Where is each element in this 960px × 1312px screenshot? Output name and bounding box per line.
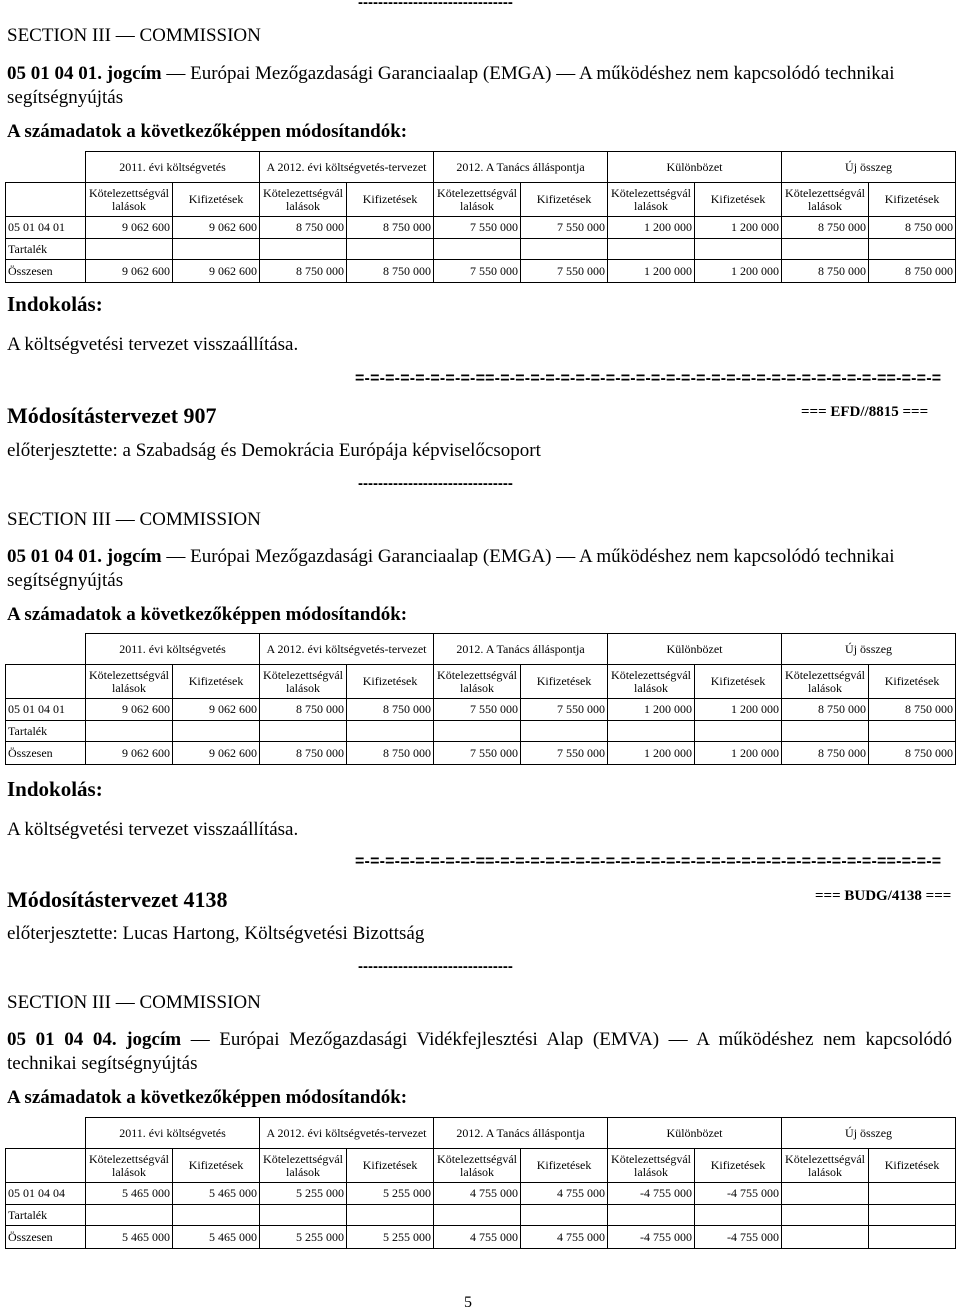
amount-cell [260,1205,347,1226]
amount-cell [869,721,956,742]
table-corner-cell [6,634,86,665]
column-group-header: Új összeg [782,152,956,183]
amount-cell: 9 062 600 [86,260,173,283]
column-group-header: A 2012. évi költségvetés-tervezet [260,634,434,665]
amount-cell [869,1183,956,1205]
payments-header: Kifizetések [695,183,782,217]
amount-cell: 4 755 000 [434,1226,521,1249]
row-label: Tartalék [6,721,86,742]
commitments-header: Kötelezettségvállalások [260,665,347,699]
amount-cell: 7 550 000 [434,260,521,283]
amount-cell [347,1205,434,1226]
amount-cell: -4 755 000 [608,1183,695,1205]
amount-cell [86,239,173,260]
amount-cell: 5 255 000 [347,1183,434,1205]
table-row [6,699,956,721]
column-group-header: Különbözet [608,1118,782,1149]
amount-cell: 9 062 600 [173,217,260,239]
amount-cell: 8 750 000 [347,742,434,765]
budget-line-heading [7,545,952,593]
payments-header: Kifizetések [173,665,260,699]
table-row [6,1205,956,1226]
payments-header: Kifizetések [695,1149,782,1183]
amount-cell: 5 465 000 [173,1226,260,1249]
amount-cell: 5 255 000 [260,1226,347,1249]
amount-cell [782,1183,869,1205]
figures-amended-heading: A számadatok a következőképpen módosítandók: [7,604,408,625]
commitments-header: Kötelezettségvállalások [260,183,347,217]
commitments-header: Kötelezettségvállalások [608,665,695,699]
section-heading: SECTION III — COMMISSION [7,509,261,530]
amount-cell: 5 255 000 [347,1226,434,1249]
amount-cell [521,1205,608,1226]
amount-cell: 9 062 600 [173,699,260,721]
budget-line-code: 05 01 04 01. jogcím [7,546,162,567]
amount-cell [173,239,260,260]
amount-cell [869,1205,956,1226]
column-group-header: 2012. A Tanács álláspontja [434,152,608,183]
amount-cell [434,1205,521,1226]
decorative-separator: =-=-=-=-=-=-=-=-==-=-=-=-=-=-=-=-=-=-=-=-=-=-=-=-=-=-=-=-=-=-=-=-=-=-==-=-=-= [355,370,942,387]
amount-cell: 9 062 600 [173,742,260,765]
column-group-header: 2011. évi költségvetés [86,152,260,183]
figures-amended-heading: A számadatok a következőképpen módosítandók: [7,121,408,142]
amount-cell [347,721,434,742]
justification-text: A költségvetési tervezet visszaállítása. [7,819,299,840]
amount-cell: 7 550 000 [434,217,521,239]
budget-line-code: 05 01 04 01. jogcím [7,63,162,84]
table-row [6,721,956,742]
table-row [6,260,956,283]
amount-cell: 4 755 000 [434,1183,521,1205]
amount-cell [695,239,782,260]
amount-cell [173,721,260,742]
table-corner-cell [6,1118,86,1149]
amendment-title: Módosítástervezet 907 [7,403,217,428]
amount-cell: 7 550 000 [434,742,521,765]
row-label-header [6,183,86,217]
table-row [6,1183,956,1205]
section-heading: SECTION III — COMMISSION [7,25,261,46]
commitments-header: Kötelezettségvállalások [782,183,869,217]
budget-line-heading [7,62,952,110]
commitments-header: Kötelezettségvállalások [434,1149,521,1183]
amount-cell: 8 750 000 [347,217,434,239]
amount-cell: 1 200 000 [695,260,782,283]
commitments-header: Kötelezettségvállalások [782,1149,869,1183]
amount-cell: 8 750 000 [260,699,347,721]
amount-cell: 8 750 000 [782,217,869,239]
amount-cell: 9 062 600 [173,260,260,283]
amount-cell: 4 755 000 [521,1226,608,1249]
justification-text: A költségvetési tervezet visszaállítása. [7,334,299,355]
amount-cell: 8 750 000 [869,260,956,283]
row-label: 05 01 04 04 [6,1183,86,1205]
separator-line: ------------------------------- [358,475,513,492]
amendment-title: Módosítástervezet 4138 [7,887,228,912]
amount-cell: 8 750 000 [782,742,869,765]
amount-cell [347,239,434,260]
separator-line: ------------------------------- [358,0,513,11]
amount-cell: 1 200 000 [608,217,695,239]
amount-cell [521,721,608,742]
amount-cell [86,721,173,742]
submitted-by: előterjesztette: a Szabadság és Demokrácia Európája képviselőcsoport [7,440,541,461]
column-group-header: 2012. A Tanács álláspontja [434,1118,608,1149]
amount-cell [521,239,608,260]
commitments-header: Kötelezettségvállalások [608,1149,695,1183]
commitments-header: Kötelezettségvállalások [782,665,869,699]
payments-header: Kifizetések [173,183,260,217]
payments-header: Kifizetések [347,1149,434,1183]
column-group-header: 2011. évi költségvetés [86,634,260,665]
amount-cell [173,1205,260,1226]
payments-header: Kifizetések [521,1149,608,1183]
amount-cell: 8 750 000 [347,699,434,721]
amount-cell: 8 750 000 [260,742,347,765]
budget-table [5,633,956,765]
amount-cell [869,1226,956,1249]
payments-header: Kifizetések [173,1149,260,1183]
amount-cell [782,239,869,260]
payments-header: Kifizetések [869,665,956,699]
amount-cell: 9 062 600 [86,699,173,721]
amount-cell: 8 750 000 [347,260,434,283]
payments-header: Kifizetések [869,1149,956,1183]
amount-cell [260,721,347,742]
row-label: 05 01 04 01 [6,217,86,239]
amount-cell: 8 750 000 [869,742,956,765]
amount-cell [608,721,695,742]
amount-cell: 8 750 000 [869,699,956,721]
decorative-separator: =-=-=-=-=-=-=-=-==-=-=-=-=-=-=-=-=-=-=-=-=-=-=-=-=-=-=-=-=-=-=-=-=-=-==-=-=-= [355,853,942,870]
table-row [6,239,956,260]
row-label: Tartalék [6,1205,86,1226]
commitments-header: Kötelezettségvállalások [434,665,521,699]
column-group-header: 2011. évi költségvetés [86,1118,260,1149]
row-label: 05 01 04 01 [6,699,86,721]
separator-line: ------------------------------- [358,958,513,975]
amendment-reference: === BUDG/4138 === [815,888,952,904]
amount-cell [434,239,521,260]
budget-line-title: — Európai Mezőgazdasági Garanciaalap (EMGA) — A működéshez nem kapcsolódó technikai segítségnyújtás [7,546,895,591]
amount-cell: 9 062 600 [86,742,173,765]
amount-cell: 7 550 000 [521,699,608,721]
amount-cell: 1 200 000 [608,699,695,721]
amount-cell [86,1205,173,1226]
amount-cell: -4 755 000 [695,1183,782,1205]
column-group-header: Különbözet [608,634,782,665]
amount-cell: 1 200 000 [608,260,695,283]
amount-cell: 5 465 000 [86,1226,173,1249]
amount-cell [782,1226,869,1249]
column-group-header: Új összeg [782,634,956,665]
amount-cell: -4 755 000 [695,1226,782,1249]
commitments-header: Kötelezettségvállalások [86,1149,173,1183]
row-label: Összesen [6,1226,86,1249]
amount-cell: 1 200 000 [695,217,782,239]
budget-line-title: — Európai Mezőgazdasági Garanciaalap (EMGA) — A működéshez nem kapcsolódó technikai segítségnyújtás [7,63,895,108]
budget-line-heading [7,1028,952,1076]
commitments-header: Kötelezettségvállalások [608,183,695,217]
amount-cell: 5 465 000 [173,1183,260,1205]
table-corner-cell [6,152,86,183]
amendment-reference: === EFD//8815 === [801,404,929,420]
amount-cell: 4 755 000 [521,1183,608,1205]
payments-header: Kifizetések [869,183,956,217]
amount-cell [869,239,956,260]
payments-header: Kifizetések [521,183,608,217]
amount-cell: 8 750 000 [260,260,347,283]
table-row [6,217,956,239]
amount-cell [695,721,782,742]
commitments-header: Kötelezettségvállalások [434,183,521,217]
table-row [6,1226,956,1249]
amount-cell [434,721,521,742]
section-heading: SECTION III — COMMISSION [7,992,261,1013]
amount-cell: 1 200 000 [695,742,782,765]
column-group-header: A 2012. évi költségvetés-tervezet [260,152,434,183]
row-label: Összesen [6,260,86,283]
amount-cell: 5 465 000 [86,1183,173,1205]
commitments-header: Kötelezettségvállalások [86,665,173,699]
budget-line-title: — Európai Mezőgazdasági Vidékfejlesztési Alap (EMVA) — A működéshez nem kapcsolódó technikai segítségnyújtás [7,1029,952,1074]
amount-cell: 8 750 000 [782,699,869,721]
row-label: Összesen [6,742,86,765]
column-group-header: Különbözet [608,152,782,183]
amount-cell [260,239,347,260]
amount-cell: 7 550 000 [434,699,521,721]
amount-cell: 8 750 000 [782,260,869,283]
amount-cell [608,1205,695,1226]
table-row [6,742,956,765]
commitments-header: Kötelezettségvállalások [86,183,173,217]
payments-header: Kifizetések [521,665,608,699]
amount-cell [782,721,869,742]
amount-cell: 8 750 000 [260,217,347,239]
budget-table [5,151,956,283]
figures-amended-heading: A számadatok a következőképpen módosítandók: [7,1087,408,1108]
payments-header: Kifizetések [695,665,782,699]
amount-cell: 7 550 000 [521,742,608,765]
amount-cell: 9 062 600 [86,217,173,239]
amount-cell: 1 200 000 [608,742,695,765]
column-group-header: Új összeg [782,1118,956,1149]
amount-cell [608,239,695,260]
amount-cell: 7 550 000 [521,260,608,283]
justification-heading: Indokolás: [7,777,103,801]
amount-cell: 7 550 000 [521,217,608,239]
row-label: Tartalék [6,239,86,260]
row-label-header [6,665,86,699]
amount-cell: 1 200 000 [695,699,782,721]
payments-header: Kifizetések [347,183,434,217]
page-number: 5 [464,1294,472,1311]
column-group-header: 2012. A Tanács álláspontja [434,634,608,665]
column-group-header: A 2012. évi költségvetés-tervezet [260,1118,434,1149]
submitted-by: előterjesztette: Lucas Hartong, Költségvetési Bizottság [7,923,425,944]
budget-line-code: 05 01 04 04. jogcím [7,1029,182,1050]
amount-cell: 8 750 000 [869,217,956,239]
row-label-header [6,1149,86,1183]
payments-header: Kifizetések [347,665,434,699]
amount-cell: -4 755 000 [608,1226,695,1249]
amount-cell [695,1205,782,1226]
amount-cell: 5 255 000 [260,1183,347,1205]
amount-cell [782,1205,869,1226]
justification-heading: Indokolás: [7,292,103,316]
budget-table [5,1117,956,1249]
commitments-header: Kötelezettségvállalások [260,1149,347,1183]
